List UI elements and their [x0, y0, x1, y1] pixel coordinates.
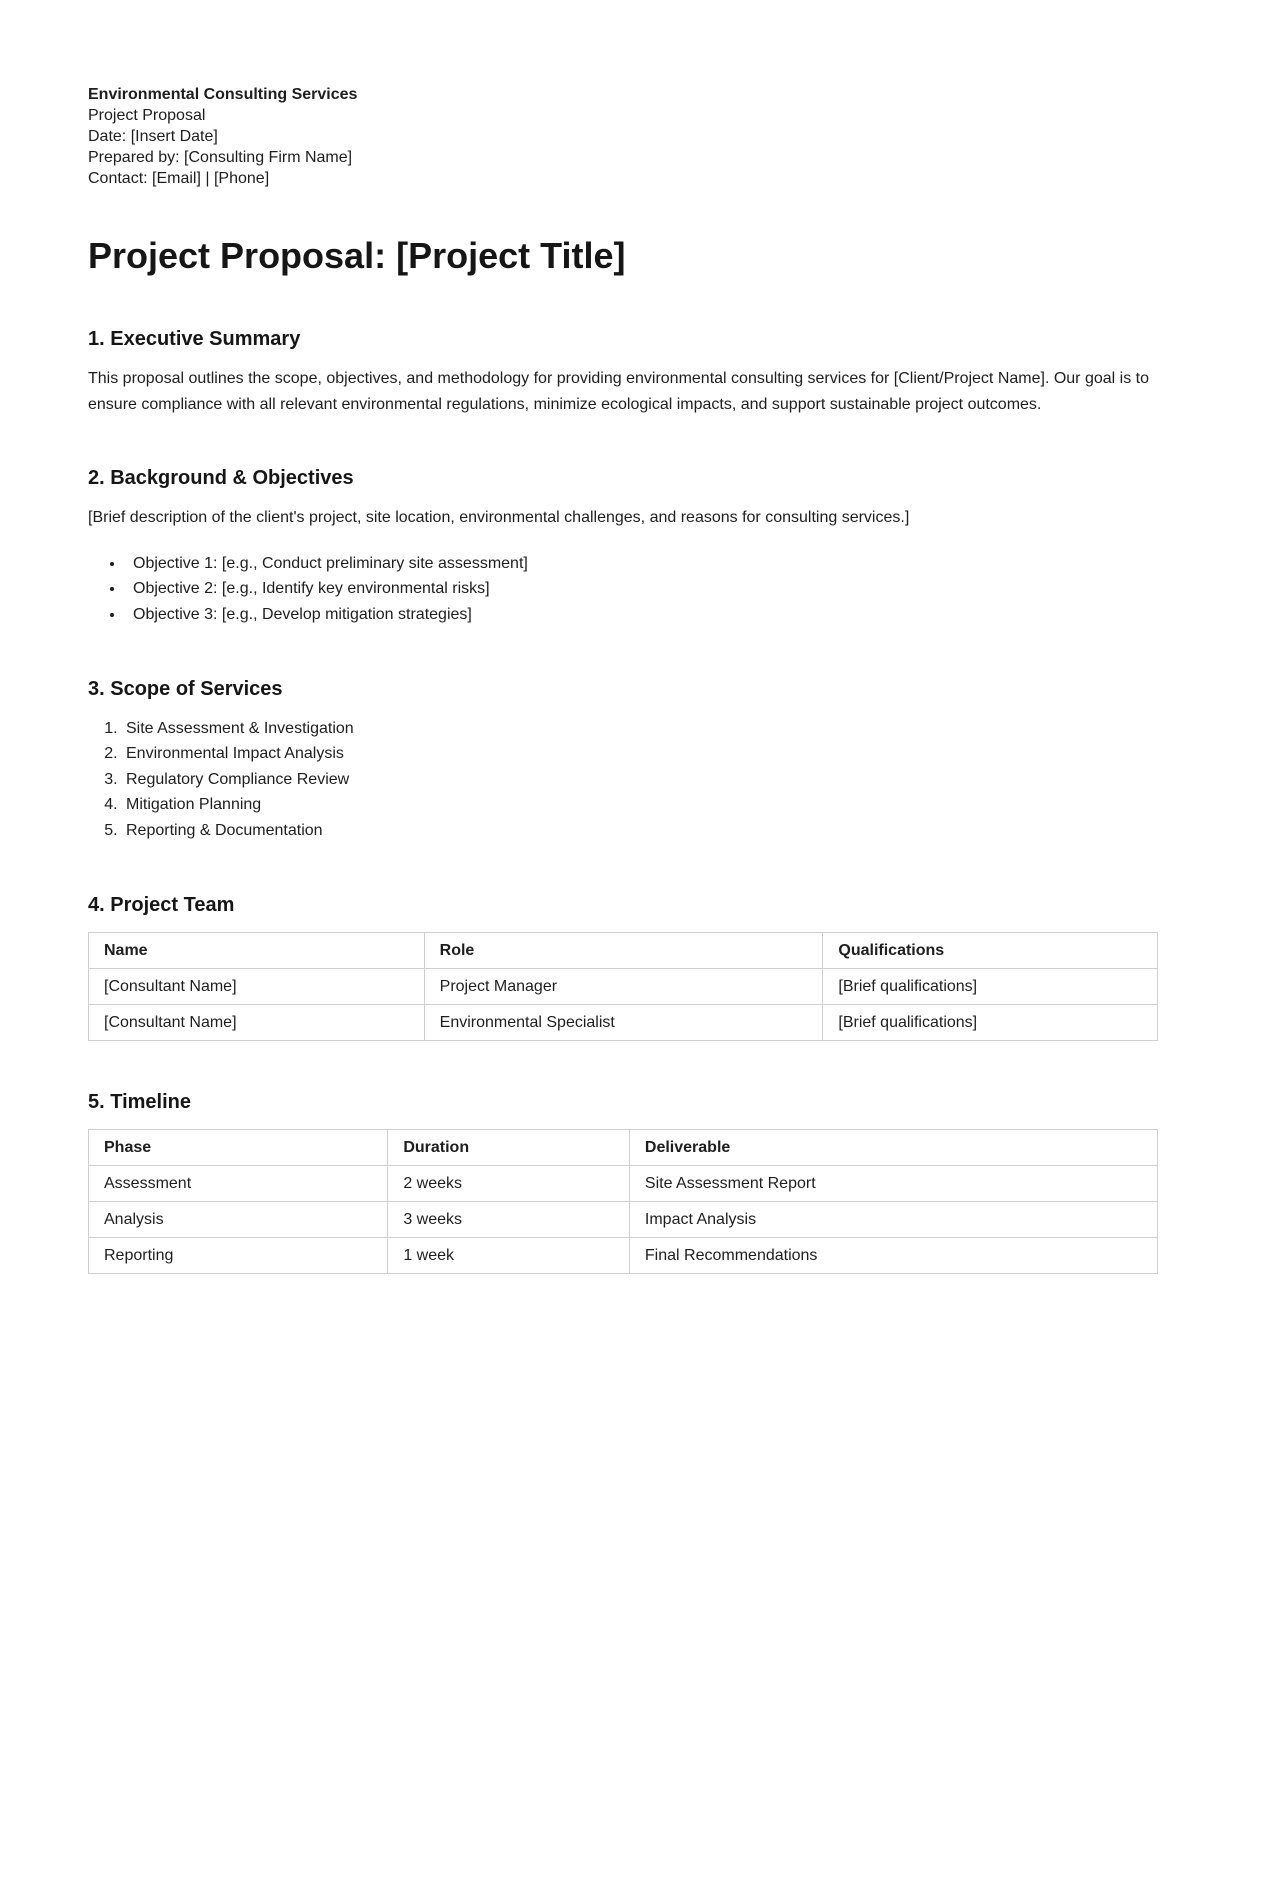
- column-header: Phase: [89, 1129, 388, 1165]
- background-objectives-heading: 2. Background & Objectives: [88, 467, 354, 490]
- table-row: [89, 968, 1158, 1004]
- document-type: Project Proposal: [88, 107, 206, 124]
- column-header: Duration: [388, 1129, 630, 1165]
- prepared-by-line: Prepared by: [Consulting Firm Name]: [88, 149, 353, 166]
- table-cell: 1 week: [388, 1237, 630, 1273]
- table-cell: Analysis: [89, 1201, 388, 1237]
- background-description-text: [Brief description of the client's project, site location, environmental challenges, and reasons for consulting services.]: [88, 509, 910, 527]
- table-cell: 2 weeks: [388, 1165, 630, 1201]
- objectives-list: [88, 551, 1158, 628]
- list-item: • Objective 3: [e.g., Develop mitigation strategies]: [125, 602, 1158, 628]
- list-item: 1. Site Assessment & Investigation: [122, 716, 1158, 742]
- scope-of-services-list: [88, 716, 1158, 844]
- executive-summary-text: This proposal outlines the scope, objectives, and methodology for providing environmental consulting services for [Client/Project Name]. Our goal is to ensure compliance with all relevant environmental regulations, minimize ecological impacts, and support sustainable project outcomes.: [88, 370, 1149, 413]
- scope-of-services-heading: 3. Scope of Services: [88, 677, 283, 700]
- table-cell: Site Assessment Report: [629, 1165, 1157, 1201]
- table-row: [89, 1237, 1158, 1273]
- letterhead: [88, 84, 1158, 189]
- table-cell: [Brief qualifications]: [823, 968, 1158, 1004]
- section-project-team: [88, 892, 1158, 1041]
- table-cell: 3 weeks: [388, 1201, 630, 1237]
- list-item: 3. Regulatory Compliance Review: [122, 767, 1158, 793]
- executive-summary-heading: 1. Executive Summary: [88, 328, 301, 350]
- column-header: Name: [89, 932, 425, 968]
- table-row: [89, 1201, 1158, 1237]
- project-team-heading: 4. Project Team: [88, 893, 235, 916]
- table-cell: Assessment: [89, 1165, 388, 1201]
- section-executive-summary: [88, 326, 1158, 417]
- table-cell: Impact Analysis: [629, 1201, 1157, 1237]
- table-cell: Project Manager: [424, 968, 823, 1004]
- table-cell: [Brief qualifications]: [823, 1004, 1158, 1040]
- section-scope-of-services: [88, 676, 1158, 844]
- page-title: Project Proposal: [Project Title]: [88, 235, 626, 276]
- table-cell: Environmental Specialist: [424, 1004, 823, 1040]
- list-item: • Objective 2: [e.g., Identify key environmental risks]: [125, 576, 1158, 602]
- section-timeline: [88, 1089, 1158, 1274]
- table-cell: [Consultant Name]: [89, 1004, 425, 1040]
- table-row: [89, 1165, 1158, 1201]
- table-cell: Final Recommendations: [629, 1237, 1157, 1273]
- timeline-heading: 5. Timeline: [88, 1090, 192, 1113]
- table-row: [89, 1004, 1158, 1040]
- list-item: 4. Mitigation Planning: [122, 792, 1158, 818]
- project-team-table: [88, 932, 1158, 1041]
- list-item: 2. Environmental Impact Analysis: [122, 741, 1158, 767]
- column-header: Role: [424, 932, 823, 968]
- list-item: • Objective 1: [e.g., Conduct preliminary site assessment]: [125, 551, 1158, 577]
- table-cell: [Consultant Name]: [89, 968, 425, 1004]
- date-line: Date: [Insert Date]: [88, 128, 218, 145]
- column-header: Deliverable: [629, 1129, 1157, 1165]
- company-name: Environmental Consulting Services: [88, 86, 358, 103]
- section-background-objectives: [88, 465, 1158, 627]
- table-header-row: [89, 1129, 1158, 1165]
- table-cell: Reporting: [89, 1237, 388, 1273]
- contact-line: Contact: [Email] | [Phone]: [88, 170, 270, 187]
- timeline-table: [88, 1129, 1158, 1274]
- column-header: Qualifications: [823, 932, 1158, 968]
- table-header-row: [89, 932, 1158, 968]
- list-item: 5. Reporting & Documentation: [122, 818, 1158, 844]
